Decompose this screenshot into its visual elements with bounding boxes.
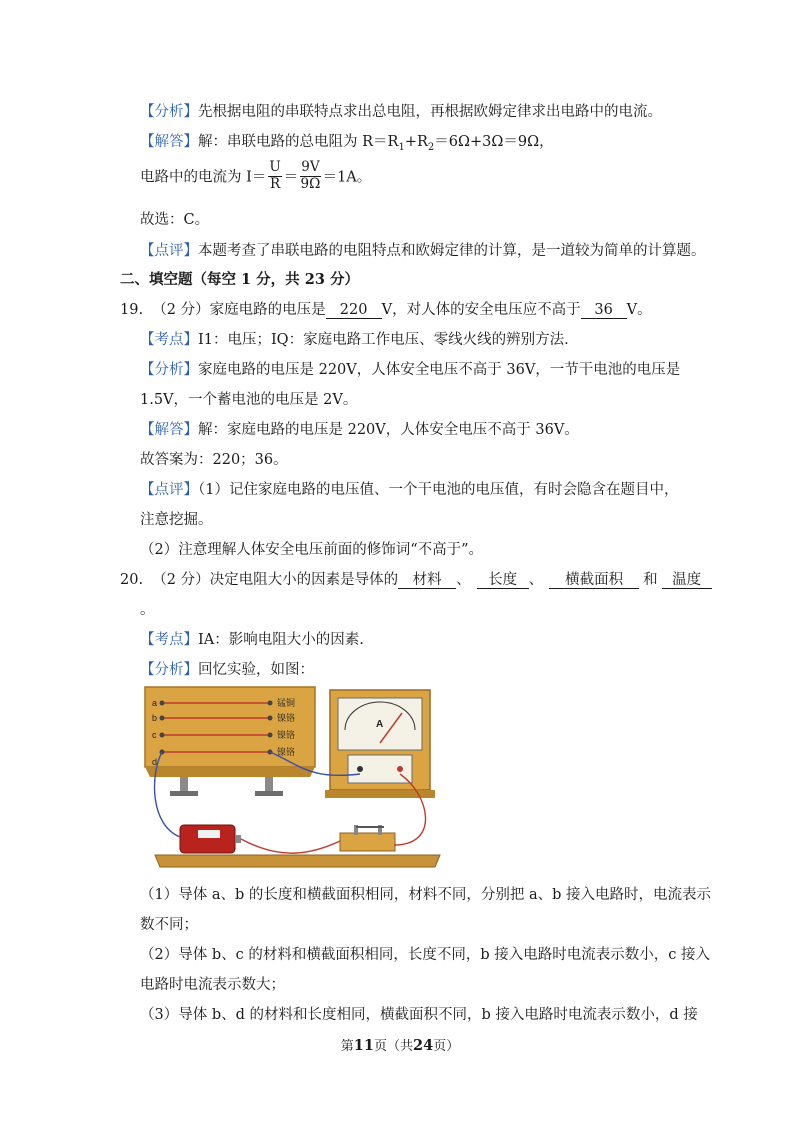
wire-label-b: b	[152, 713, 158, 723]
frac2-num: 9V	[301, 159, 320, 175]
q20-para-1-line-2: 数不同；	[140, 917, 198, 933]
answer-tag: 【解答】	[140, 422, 198, 438]
current-prefix: 电路中的电流为 I＝	[140, 169, 267, 186]
section-title: 二、填空题（每空 1 分，共 23 分）	[120, 271, 359, 288]
answer-tag: 【解答】	[140, 134, 198, 150]
q20-para-1-line-1: （1）导体 a、b 的长度和横截面积相同，材料不同，分别把 a、b 接入电路时，电流表示	[140, 887, 712, 903]
q19-comment-line-1	[140, 478, 678, 499]
q19-analysis-line-2: 1.5V，一个蓄电池的电压是 2V。	[140, 392, 358, 408]
q19-comment-line-3: （2）注意理解人体安全电压前面的修饰词“不高于”。	[140, 542, 484, 558]
q18-analysis-line	[140, 100, 662, 121]
answer-suffix: ＝6Ω+3Ω＝9Ω，	[434, 134, 554, 150]
subscript-2: 2	[427, 141, 435, 153]
lead-red-2	[241, 839, 340, 853]
q19-stem-end: V。	[626, 302, 652, 318]
q20-blank-4: 温度	[662, 573, 712, 589]
answer-plus: +R	[404, 134, 428, 150]
base-board	[155, 855, 440, 867]
analysis-tag: 【分析】	[140, 104, 198, 120]
comment-text-1: （1）记住家庭电路的电压值、一个干电池的电压值，有时会隐含在题目中，	[198, 482, 679, 498]
q20-sep-2: 、	[528, 572, 544, 588]
q20-blank-2: 长度	[477, 573, 529, 589]
wire-label-c: c	[152, 730, 157, 740]
q19-stem-mid: V，对人体的安全电压应不高于	[381, 302, 581, 318]
q20-para-2-line-2: 电路时电流表示数大；	[140, 977, 285, 993]
wire-label-a: a	[152, 698, 158, 708]
footer-total-pages: 24	[413, 1037, 434, 1054]
q19-question	[120, 298, 652, 319]
q20-tail: 。	[140, 602, 155, 618]
q19-number: 19.	[120, 302, 144, 318]
q19-answer-line	[140, 418, 579, 439]
battery	[180, 825, 235, 853]
q18-answer-line	[140, 130, 554, 153]
q20-analysis-line	[140, 658, 314, 679]
footer-page-number: 11	[353, 1037, 374, 1054]
q19-blank-1: 220	[326, 303, 382, 319]
fraction-values	[300, 160, 320, 192]
analysis-text: 回忆实验，如图：	[198, 662, 314, 678]
material-label-4: 镍铬	[277, 747, 296, 757]
q20-para-3-line-1: （3）导体 b、d 的材料和长度相同，横截面积不同，b 接入电路时电流表示数小，d 接	[140, 1007, 698, 1023]
switch	[340, 833, 395, 851]
material-label-1: 锰铜	[277, 698, 296, 708]
q19-comment-line-2: 注意挖掘。	[140, 512, 213, 528]
q19-point-line	[140, 328, 569, 349]
material-label-3: 镍铬	[277, 730, 296, 740]
analysis-text: 先根据电阻的串联特点求出总电阻，再根据欧姆定律求出电路中的电流。	[198, 104, 662, 120]
q19-final: 故答案为：220；36。	[140, 452, 288, 468]
point-text: I1：电压；IQ：家庭电路工作电压、零线火线的辨别方法.	[198, 332, 569, 348]
frac1-num: U	[269, 159, 281, 175]
equals-sign: ＝	[283, 169, 299, 186]
answer-text: 解：家庭电路的电压是 220V，人体安全电压不高于 36V。	[198, 422, 579, 438]
experiment-figure	[140, 685, 445, 870]
q20-blank-3: 横截面积	[549, 573, 639, 589]
point-tag: 【考点】	[140, 332, 198, 348]
frac2-den: 9Ω	[300, 175, 321, 192]
q20-question	[120, 568, 712, 589]
q18-choice: 故选：C。	[140, 212, 210, 228]
q20-sep-1: 、	[456, 572, 471, 588]
comment-tag: 【点评】	[140, 482, 198, 498]
point-text: IA：影响电阻大小的因素.	[198, 632, 364, 648]
q20-stem: （2 分）决定电阻大小的因素是导体的	[152, 572, 399, 588]
q18-comment-line	[140, 239, 706, 260]
wire-board-edge	[145, 767, 315, 777]
comment-tag: 【点评】	[140, 243, 198, 259]
answer-prefix: 解：串联电路的总电阻为 R＝R	[198, 134, 399, 150]
fraction-u-over-r	[268, 160, 281, 192]
analysis-tag: 【分析】	[140, 662, 198, 678]
current-suffix: ＝1A。	[322, 169, 372, 186]
material-label-2: 镍铬	[277, 713, 296, 723]
page-footer	[0, 1035, 800, 1054]
analysis-text-1: 家庭电路的电压是 220V，人体安全电压不高于 36V，一节干电池的电压是	[198, 362, 681, 378]
q20-point-line	[140, 628, 364, 649]
footer-post: 页）	[433, 1039, 460, 1054]
frac1-den: R	[269, 175, 281, 192]
q20-number: 20.	[120, 572, 144, 588]
q19-stem: （2 分）家庭电路的电压是	[152, 302, 326, 318]
comment-text: 本题考查了串联电路的电阻特点和欧姆定律的计算，是一道较为简单的计算题。	[198, 243, 706, 259]
ammeter-letter: A	[376, 719, 384, 730]
q20-para-2-line-1: （2）导体 b、c 的材料和横截面积相同，长度不同，b 接入电路时电流表示数小，c 接入	[140, 947, 710, 963]
footer-mid: 页（共	[373, 1039, 413, 1054]
wire-label-d: d	[152, 757, 158, 767]
q19-analysis-line-1	[140, 358, 680, 379]
point-tag: 【考点】	[140, 632, 198, 648]
q20-sep-3: 和	[643, 572, 658, 588]
board-stand-left	[180, 777, 188, 793]
q20-blank-1: 材料	[398, 573, 456, 589]
analysis-tag: 【分析】	[140, 362, 198, 378]
q18-current-line	[140, 160, 371, 192]
subscript-1: 1	[398, 141, 405, 153]
board-stand-right	[265, 777, 273, 793]
q19-blank-2: 36	[581, 303, 627, 319]
footer-pre: 第	[340, 1039, 354, 1054]
